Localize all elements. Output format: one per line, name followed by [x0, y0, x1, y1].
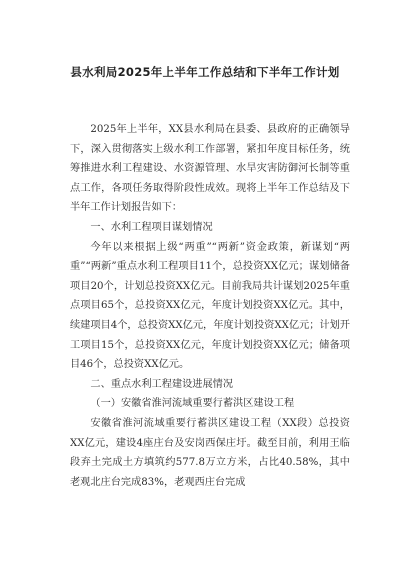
- subsection-heading-1: （一）安徽省淮河流域重要行蓄洪区建设工程: [90, 398, 295, 410]
- section-heading-2: 二、重点水利工程建设进展情况: [90, 378, 234, 390]
- project-planning-paragraph: 今年以来根据上级“两重”“两新”资金政策，新谋划“两重”“两新”重点水利工程项目11个，总投资XX亿元；谋划储备项目20个，计划总投资XX亿元。目前我局共计谋划2025年重点项目65个，总投资XX亿元，年度计划投资XX亿元。其中，续建项目4个，总投资XX亿元，年度计划投资XX亿元；计划开工项目15个，总投资XX亿元，年度计划投资XX亿元；储备项目46个，总投资XX亿元。: [70, 241, 350, 371]
- flood-storage-project-paragraph: 安徽省淮河流域重要行蓄洪区建设工程（XX段）总投资XX亿元，建设4座庄台及安岗西保庄圩。截至目前，利用王临段弃土完成土方填筑约577.8万立方米，占比40.58%，其中老观北庄台完成83%，老观西庄台完成: [70, 417, 350, 488]
- intro-paragraph: 2025年上半年，XX县水利局在县委、县政府的正确领导下，深入贯彻落实上级水利工作部署，紧扣年度目标任务，统筹推进水利工程建设、水资源管理、水旱灾害防御河长制等重点工作，各项任务取得阶段性成效。现将上半年工作总结及下半年工作计划报告如下：: [70, 124, 350, 214]
- document-body: [70, 120, 350, 492]
- document-title: 县水利局2025年上半年工作总结和下半年工作计划: [70, 65, 340, 79]
- section-heading-1: 一、水利工程项目谋划情况: [90, 221, 213, 233]
